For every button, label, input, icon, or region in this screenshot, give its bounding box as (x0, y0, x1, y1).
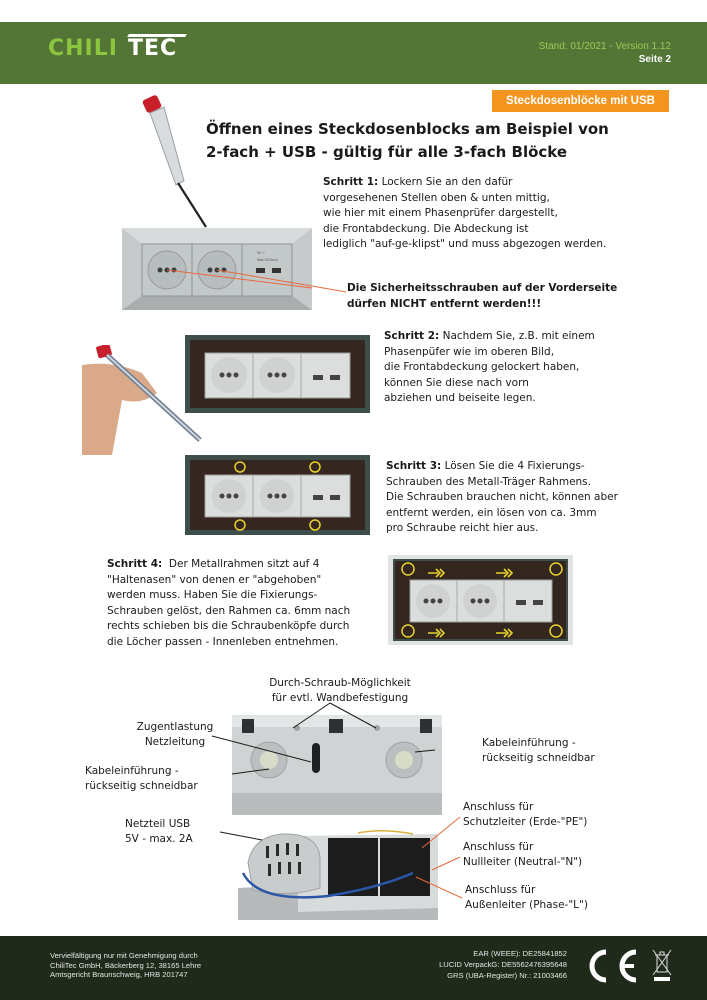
header-bar (0, 22, 707, 84)
callout-line: Anschluss für (463, 801, 534, 813)
socket-block-closed-image (122, 228, 312, 310)
warning-line-1: Die Sicherheitsschrauben auf der Vorderseite (347, 282, 618, 294)
callout-l-terminal (465, 883, 588, 913)
step-line: können Sie diese nach vorn (384, 376, 529, 389)
step-2-label: Schritt 2: (384, 330, 440, 342)
step-line: Schrauben des Metall-Träger Rahmens. (386, 475, 591, 488)
step-line: entfernt werden, ein lösen von ca. 3mm (386, 506, 597, 519)
step-line: werden muss. Haben Sie die Fixierungs- (107, 589, 318, 602)
warning-pointer-line (312, 280, 347, 295)
callout-line: rückseitig schneidbar (85, 780, 198, 792)
step-2-text (384, 329, 595, 407)
step-line: die Löcher passen - Innenleben entnehmen. (107, 635, 339, 648)
step-line: abziehen und beiseite legen. (384, 392, 536, 405)
warning-line-2: dürfen NICHT entfernt werden!!! (347, 297, 542, 310)
step-line: wie hier mit einem Phasenprüfer dargestellt, (323, 207, 558, 220)
safety-warning (347, 281, 617, 312)
step-line: die Frontabdeckung. Die Abdeckung ist (323, 222, 529, 235)
callout-line: Kabeleinführung - (482, 737, 576, 749)
usb-current-label: Max.2100mA (257, 258, 278, 262)
callout-line: Außenleiter (Phase-"L") (465, 899, 588, 911)
step-4-text (107, 557, 350, 651)
callout-n-terminal (463, 840, 582, 870)
step-line: Phasenpüfer wie im oberen Bild, (384, 345, 555, 358)
callout-line: Durch-Schraub-Möglichkeit (269, 677, 411, 689)
housing-callout-lines (150, 700, 470, 800)
step-line: lediglich "auf-ge-klipst" und muss abgezogen werden. (323, 238, 607, 251)
page-title (206, 118, 609, 164)
socket-block-cover-removed-image (185, 335, 370, 413)
footer-bar (0, 936, 707, 1000)
ce-mark-icon (578, 948, 642, 984)
step-line: pro Schraube reicht hier aus. (386, 522, 539, 535)
callout-line: für evtl. Wandbefestigung (271, 692, 409, 704)
footer-line: Vervielfältigung nur mit Genehmigung durch (50, 951, 198, 960)
logo-text-tec: TEC (128, 36, 178, 61)
callout-line: rückseitig schneidbar (482, 752, 595, 764)
callout-line: Schutzleiter (Erde-"PE") (463, 816, 588, 828)
step-3-text (386, 459, 618, 537)
internals-callout-lines (200, 812, 470, 902)
socket-block-slide-arrows-image (388, 555, 573, 645)
category-badge: Steckdosenblöcke mit USB (492, 90, 669, 112)
footer-line: LUCID VerpackG: DE5562476395648 (439, 960, 567, 969)
step-line: Die Schrauben brauchen nicht, können aber (386, 491, 618, 504)
footer-line: GRS (UBA-Register) Nr.: 21003466 (447, 971, 567, 980)
callout-cable-entry-left (85, 764, 198, 794)
step-line: Lockern Sie an den dafür (378, 176, 513, 188)
footer-legal (50, 951, 201, 980)
step-3-label: Schritt 3: (386, 460, 442, 472)
callout-line: 5V - max. 2A (125, 833, 193, 845)
step-line: Der Metallrahmen sitzt auf 4 (162, 558, 320, 570)
footer-line: Amtsgericht Braunschweig, HRB 201747 (50, 970, 188, 979)
callout-pe-terminal (463, 800, 587, 830)
callout-line: Zugentlastung (136, 721, 214, 733)
step-4-label: Schritt 4: (107, 558, 163, 570)
step-line: Schrauben gelöst, den Rahmen ca. 6mm nach (107, 604, 351, 617)
callout-cable-entry-right (482, 736, 595, 766)
footer-registrations (439, 948, 567, 981)
callout-line: Kabeleinführung - (85, 765, 179, 777)
step-line: vorgesehenen Stellen oben & unten mittig, (323, 191, 550, 204)
step-line: die Frontabdeckung gelockert haben, (384, 361, 580, 374)
title-line-1: Öffnen eines Steckdosenblocks am Beispiel von (206, 120, 609, 138)
footer-line: ChiliTec GmbH, Bäckerberg 12, 38165 Lehre (50, 960, 202, 970)
step-1-text (323, 175, 606, 253)
logo-text-chili: CHILI (48, 36, 118, 61)
usb-label: 5V ⎓ (257, 251, 266, 255)
callout-line: Netzteil USB (125, 818, 191, 830)
step-line: "Haltenasen" von denen er "abgehoben" (107, 573, 322, 586)
step-1-label: Schritt 1: (323, 176, 379, 188)
callout-line: Nullleiter (Neutral-"N") (463, 856, 583, 868)
weee-crossed-bin-icon (652, 949, 672, 983)
title-line-2: 2-fach + USB - gültig für alle 3-fach Blöcke (206, 143, 568, 161)
socket-block-screws-image (185, 455, 370, 535)
callout-strain-relief (125, 720, 225, 750)
step-line: rechts schieben bis die Schraubenköpfe durch (107, 620, 350, 633)
footer-line: EAR (WEEE): DE25841852 (473, 949, 567, 958)
callout-line: Netzleitung (144, 736, 206, 748)
hand-with-tester-image (82, 345, 202, 455)
document-meta (539, 40, 671, 66)
step-line: Nachdem Sie, z.B. mit einem (439, 330, 595, 342)
step-line: Lösen Sie die 4 Fixierungs- (441, 460, 585, 472)
callout-line: Anschluss für (463, 841, 534, 853)
callout-usb-psu (125, 817, 193, 847)
callout-screw-through (250, 676, 430, 706)
version-text: Stand: 01/2021 - Version 1.12 (538, 41, 671, 52)
callout-line: Anschluss für (465, 884, 536, 896)
page-number: Seite 2 (638, 54, 671, 65)
